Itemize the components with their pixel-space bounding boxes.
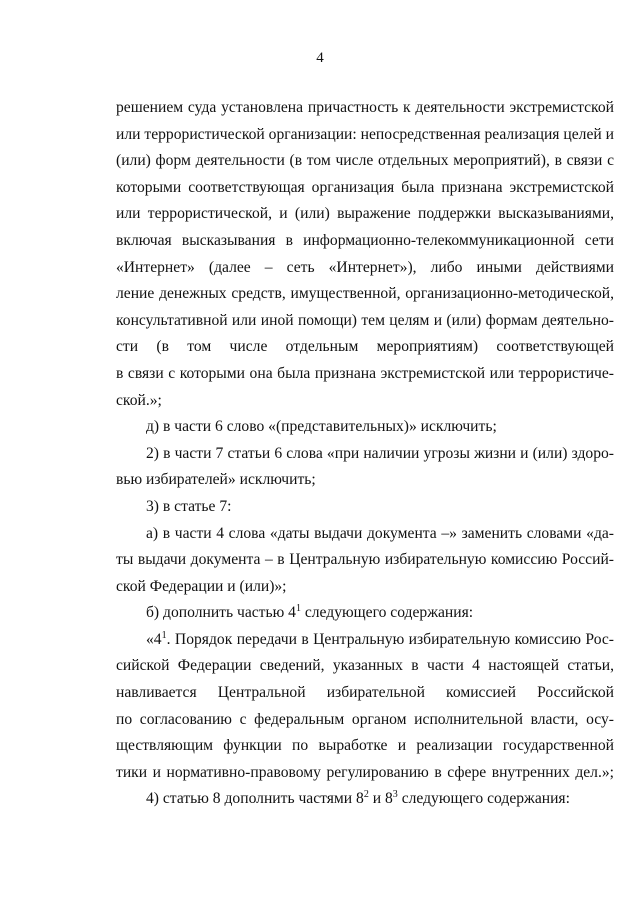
superscript: 2 — [363, 789, 369, 801]
superscript: 1 — [161, 629, 167, 641]
text-line: д) в части 6 слово «(представительных)» исключить; — [146, 418, 497, 436]
text-fragment: . Порядок передачи в Центральную избирательную комиссию Рос- — [166, 630, 614, 648]
text-line: ской.»; — [116, 391, 162, 409]
text-line: 3) в статье 7: — [146, 497, 232, 515]
text-line: навливается Центральной избирательной комиссией Российской — [116, 684, 614, 702]
text-line: «Интернет» (далее – сеть «Интернет»), либо иными действиями — [116, 258, 614, 276]
text-line: консультативной или иной помощи) тем целям и (или) формам деятельно- — [116, 311, 614, 329]
text-line: включая высказывания в информационно-телекоммуникационной сети — [116, 231, 614, 249]
text-fragment: и 8 — [368, 790, 393, 808]
text-line: или террористической, и (или) выражение поддержки высказываниями, — [116, 205, 614, 223]
document-body — [116, 95, 614, 813]
text-line: или террористической организации: непосредственная реализация целей и — [116, 125, 614, 143]
text-line: сийской Федерации сведений, указанных в части 4 настоящей статьи, — [116, 657, 614, 675]
text-line: тики и нормативно-правовому регулированию в сфере внутренних дел.»; — [116, 763, 614, 781]
text-line: решением суда установлена причастность к деятельности экстремистской — [116, 99, 614, 116]
text-line — [116, 600, 614, 627]
text-line: (или) форм деятельности (в том числе отдельных мероприятий), в связи с — [116, 152, 614, 170]
text-line: ление денежных средств, имущественной, организационно-методической, — [116, 285, 614, 303]
text-line: а) в части 4 слова «даты выдачи документа –» заменить словами «да- — [146, 524, 614, 542]
page-number: 4 — [316, 50, 324, 66]
text-line: сти (в том числе отдельным мероприятиям) соответствующей — [116, 338, 614, 356]
text-line: в связи с которыми она была признана экстремистской или террористиче- — [116, 364, 614, 382]
text-line: по согласованию с федеральным органом исполнительной власти, осу- — [116, 710, 614, 728]
superscript: 3 — [392, 789, 398, 801]
text-line: ской Федерации и (или)»; — [116, 577, 287, 595]
text-fragment: следующего содержания: — [397, 790, 570, 808]
text-fragment: следующего содержания: — [300, 604, 474, 622]
superscript: 1 — [295, 603, 301, 615]
text-fragment: 4) статью 8 дополнить частями 8 — [146, 790, 364, 808]
text-fragment: «4 — [146, 630, 162, 648]
text-line: которыми соответствующая организация была признана экстремистской — [116, 178, 614, 196]
text-line: вью избирателей» исключить; — [116, 471, 316, 489]
text-line: ты выдачи документа – в Центральную избирательную комиссию Россий- — [116, 551, 614, 569]
text-line — [116, 786, 614, 813]
text-line: ществляющим функции по выработке и реализации государственной — [116, 737, 614, 755]
text-line — [116, 627, 614, 654]
text-line: 2) в части 7 статьи 6 слова «при наличии угрозы жизни и (или) здоро- — [146, 444, 614, 462]
text-fragment: б) дополнить частью 4 — [146, 604, 296, 622]
